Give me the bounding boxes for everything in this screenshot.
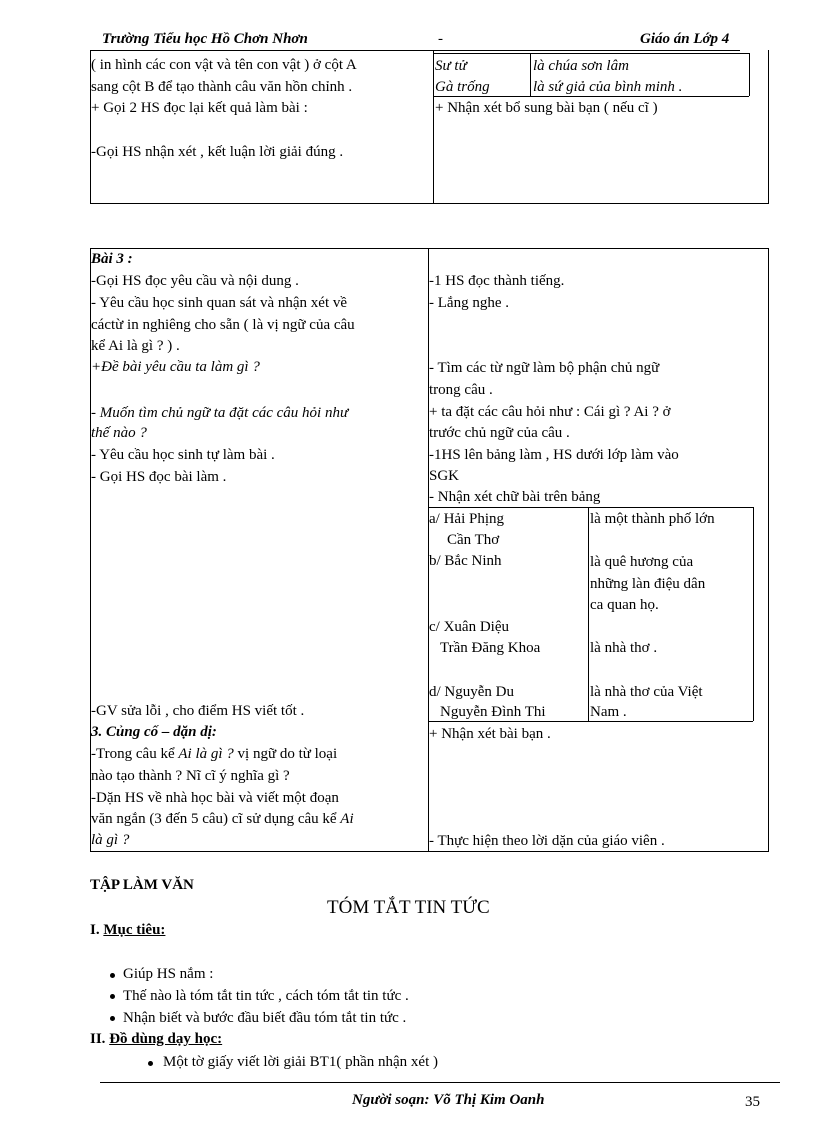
subject-heading: TẬP LÀM VĂN <box>90 877 194 893</box>
t2-left-line: -GV sửa lỗi , cho điểm HS viết tốt . <box>91 703 305 719</box>
t2-right-line: - Thực hiện theo lời dặn của giáo viên . <box>429 833 665 849</box>
answer-predicate: là nhà thơ . <box>590 640 658 656</box>
answer-predicate: là quê hương của <box>590 554 694 570</box>
t2-left-line: -Trong câu kể Ai là gì ? vị ngữ do từ loại <box>91 746 338 762</box>
answer-subject: Trần Đăng Khoa <box>440 640 541 656</box>
bullet-icon <box>110 973 115 978</box>
t2-left-line: kể Ai là gì ? ) . <box>91 338 180 354</box>
t1-left-line: ( in hình các con vật và tên con vật ) ở cột A <box>91 57 357 73</box>
t2-left-line: - Yêu cầu học sinh quan sát và nhận xét về <box>91 295 348 311</box>
t1-predicate: là chúa sơn lâm <box>533 58 629 74</box>
answer-subject: Nguyễn Đình Thi <box>440 704 546 720</box>
t2-left-line: +Đề bài yêu cầu ta làm gì ? <box>91 359 260 375</box>
t2-left-line: -Dặn HS về nhà học bài và viết một đoạn <box>91 790 339 806</box>
t2-left-line: là gì ? <box>91 832 130 848</box>
t2-right-line: -1HS lên bảng làm , HS dưới lớp làm vào <box>429 447 679 463</box>
t2-left-line: - Gọi HS đọc bài làm . <box>91 469 227 485</box>
page-number: 35 <box>745 1094 760 1110</box>
t2-right-line: SGK <box>429 468 460 484</box>
answer-subject: c/ Xuân Diệu <box>429 619 509 635</box>
t2-right-line: -1 HS đọc thành tiếng. <box>429 273 565 289</box>
bullet-icon <box>110 1016 115 1021</box>
header-plan: Giáo án Lớp 4 <box>640 31 730 47</box>
bullet-icon <box>148 1061 153 1066</box>
header-school: Trường Tiểu học Hồ Chơn Nhơn <box>102 31 308 47</box>
answer-predicate: ca quan họ. <box>590 597 659 613</box>
answer-predicate: những làn điệu dân <box>590 576 706 592</box>
material-item: Một tờ giấy viết lời giải BT1( phần nhận xét ) <box>163 1054 438 1070</box>
t2-left-line: văn ngắn (3 đến 5 câu) cĩ sử dụng câu kể Ai <box>91 811 354 827</box>
t2-left-line: thế nào ? <box>91 425 147 441</box>
answer-predicate: Nam . <box>590 704 627 720</box>
t1-left-line: + Gọi 2 HS đọc lại kết quả làm bài : <box>91 100 308 116</box>
footer-author: Người soạn: Võ Thị Kim Oanh <box>352 1092 545 1108</box>
t2-right-line: trước chủ ngữ của câu . <box>429 425 570 441</box>
section-do-dung: II. Đồ dùng dạy học: <box>90 1031 223 1047</box>
t2-right-line: - Lắng nghe . <box>429 295 509 311</box>
goal-item: Thế nào là tóm tắt tin tức , cách tóm tắt tin tức . <box>123 988 409 1004</box>
answer-predicate: là một thành phố lớn <box>590 511 715 527</box>
section-muc-tieu: I. Mục tiêu: <box>90 922 166 938</box>
t2-right-line: - Tìm các từ ngữ làm bộ phận chủ ngữ <box>429 360 660 376</box>
t2-right-line: + Nhận xét bài bạn . <box>429 726 551 742</box>
bai3-heading: Bài 3 : <box>91 251 133 267</box>
t2-right-line: + ta đặt các câu hỏi như : Cái gì ? Ai ? ở <box>429 404 671 420</box>
t1-subject: Sư tử <box>435 58 467 74</box>
answer-subject: d/ Nguyễn Du <box>429 684 514 700</box>
t1-left-line: sang cột B để tạo thành câu văn hồn chỉnh . <box>91 79 353 95</box>
t2-right-line: trong câu . <box>429 382 493 398</box>
goal-item: Giúp HS nắm : <box>123 966 214 982</box>
answer-subject: a/ Hải Phịng <box>429 511 504 527</box>
header-dash: - <box>438 31 443 47</box>
t2-left-line: nào tạo thành ? Nĩ cĩ ý nghĩa gì ? <box>91 768 290 784</box>
answer-subject: b/ Bắc Ninh <box>429 553 502 569</box>
t2-left-line: - Yêu cầu học sinh tự làm bài . <box>91 447 275 463</box>
t1-right-line: + Nhận xét bổ sung bài bạn ( nếu cĩ ) <box>435 100 658 116</box>
t1-left-line: -Gọi HS nhận xét , kết luận lời giải đúng . <box>91 144 344 160</box>
answer-predicate: là nhà thơ của Việt <box>590 684 703 700</box>
cung-co-heading: 3. Củng cố – dặn dị: <box>91 724 217 740</box>
answer-subject: Cần Thơ <box>447 532 500 548</box>
lesson-title: TÓM TẮT TIN TỨC <box>327 897 490 918</box>
t1-subject: Gà trống <box>435 79 490 95</box>
goal-item: Nhận biết và bước đầu biết đầu tóm tắt tin tức . <box>123 1010 407 1026</box>
t2-left-line: cáctừ in nghiêng cho sẵn ( là vị ngữ của câu <box>91 317 355 333</box>
t1-predicate: là sứ giả của bình minh . <box>533 79 683 95</box>
t2-left-line: -Gọi HS đọc yêu cầu và nội dung . <box>91 273 299 289</box>
bullet-icon <box>110 994 115 999</box>
header-rule <box>90 50 740 51</box>
t2-right-line: - Nhận xét chữ bài trên bảng <box>429 489 601 505</box>
t2-left-line: - Muốn tìm chủ ngữ ta đặt các câu hỏi như <box>91 405 349 421</box>
footer-rule <box>100 1082 780 1083</box>
